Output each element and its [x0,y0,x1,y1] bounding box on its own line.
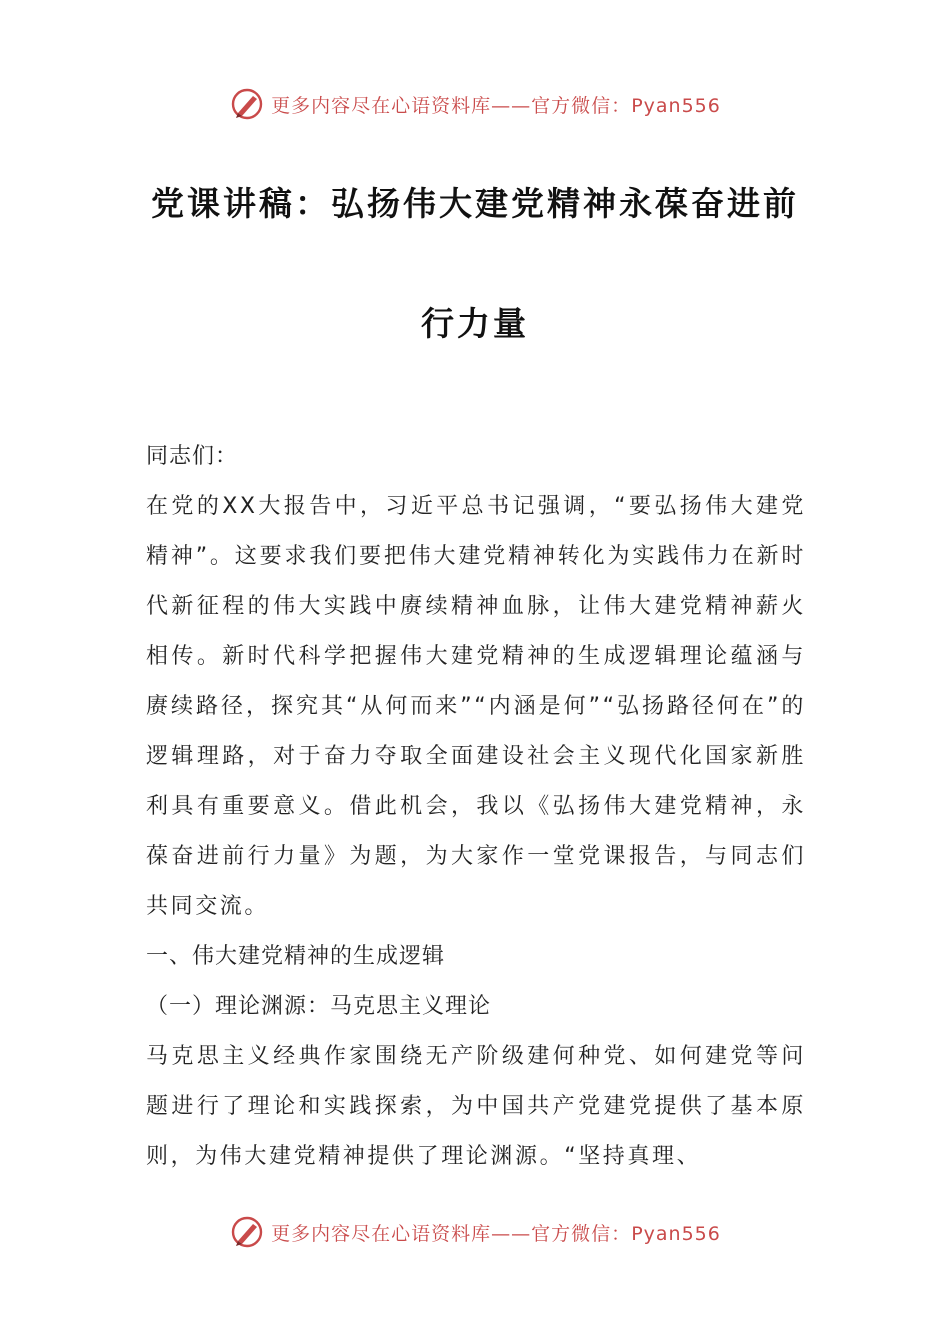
paragraph-intro: 在党的XX大报告中，习近平总书记强调，“要弘扬伟大建党精神”。这要求我们要把伟大建党精神转化为实践伟力在新时代新征程的伟大实践中赓续精神血脉，让伟大建党精神薪火相传。新时代科学把握伟大建党精神的生成逻辑理论蕴涵与赓续路径，探究其“从何而来”“内涵是何”“弘扬路径何在”的逻辑理路，对于奋力夺取全面建设社会主义现代化国家新胜利具有重要意义。借此机会，我以《弘扬伟大建党精神，永葆奋进前行力量》为题，为大家作一堂党课报告，与同志们共同交流。 [146,494,806,919]
paragraph-marxism: 马克思主义经典作家围绕无产阶级建何种党、如何建党等问题进行了理论和实践探索，为中国共产党建党提供了基本原则，为伟大建党精神提供了理论渊源。“坚持真理、 [146,1044,806,1169]
subsection-heading-1: （一）理论渊源：马克思主义理论 [146,994,492,1019]
document-body [146,432,806,1182]
footer-watermark [0,1212,950,1252]
watermark-text: 更多内容尽在心语资料库——官方微信：Pyan556 [271,94,721,117]
salutation: 同志们： [146,444,239,469]
document-title-line-1: 党课讲稿：弘扬伟大建党精神永葆奋进前 [151,184,799,223]
header-watermark [0,84,950,124]
watermark-text: 更多内容尽在心语资料库——官方微信：Pyan556 [271,1222,721,1245]
pen-circle-logo-icon [229,86,265,122]
document-title-line-2: 行力量 [421,304,529,343]
pen-circle-logo-icon [229,1214,265,1250]
section-heading-1: 一、伟大建党精神的生成逻辑 [146,944,446,969]
wechat-id: Pyan556 [631,94,721,117]
wechat-id: Pyan556 [631,1222,721,1245]
